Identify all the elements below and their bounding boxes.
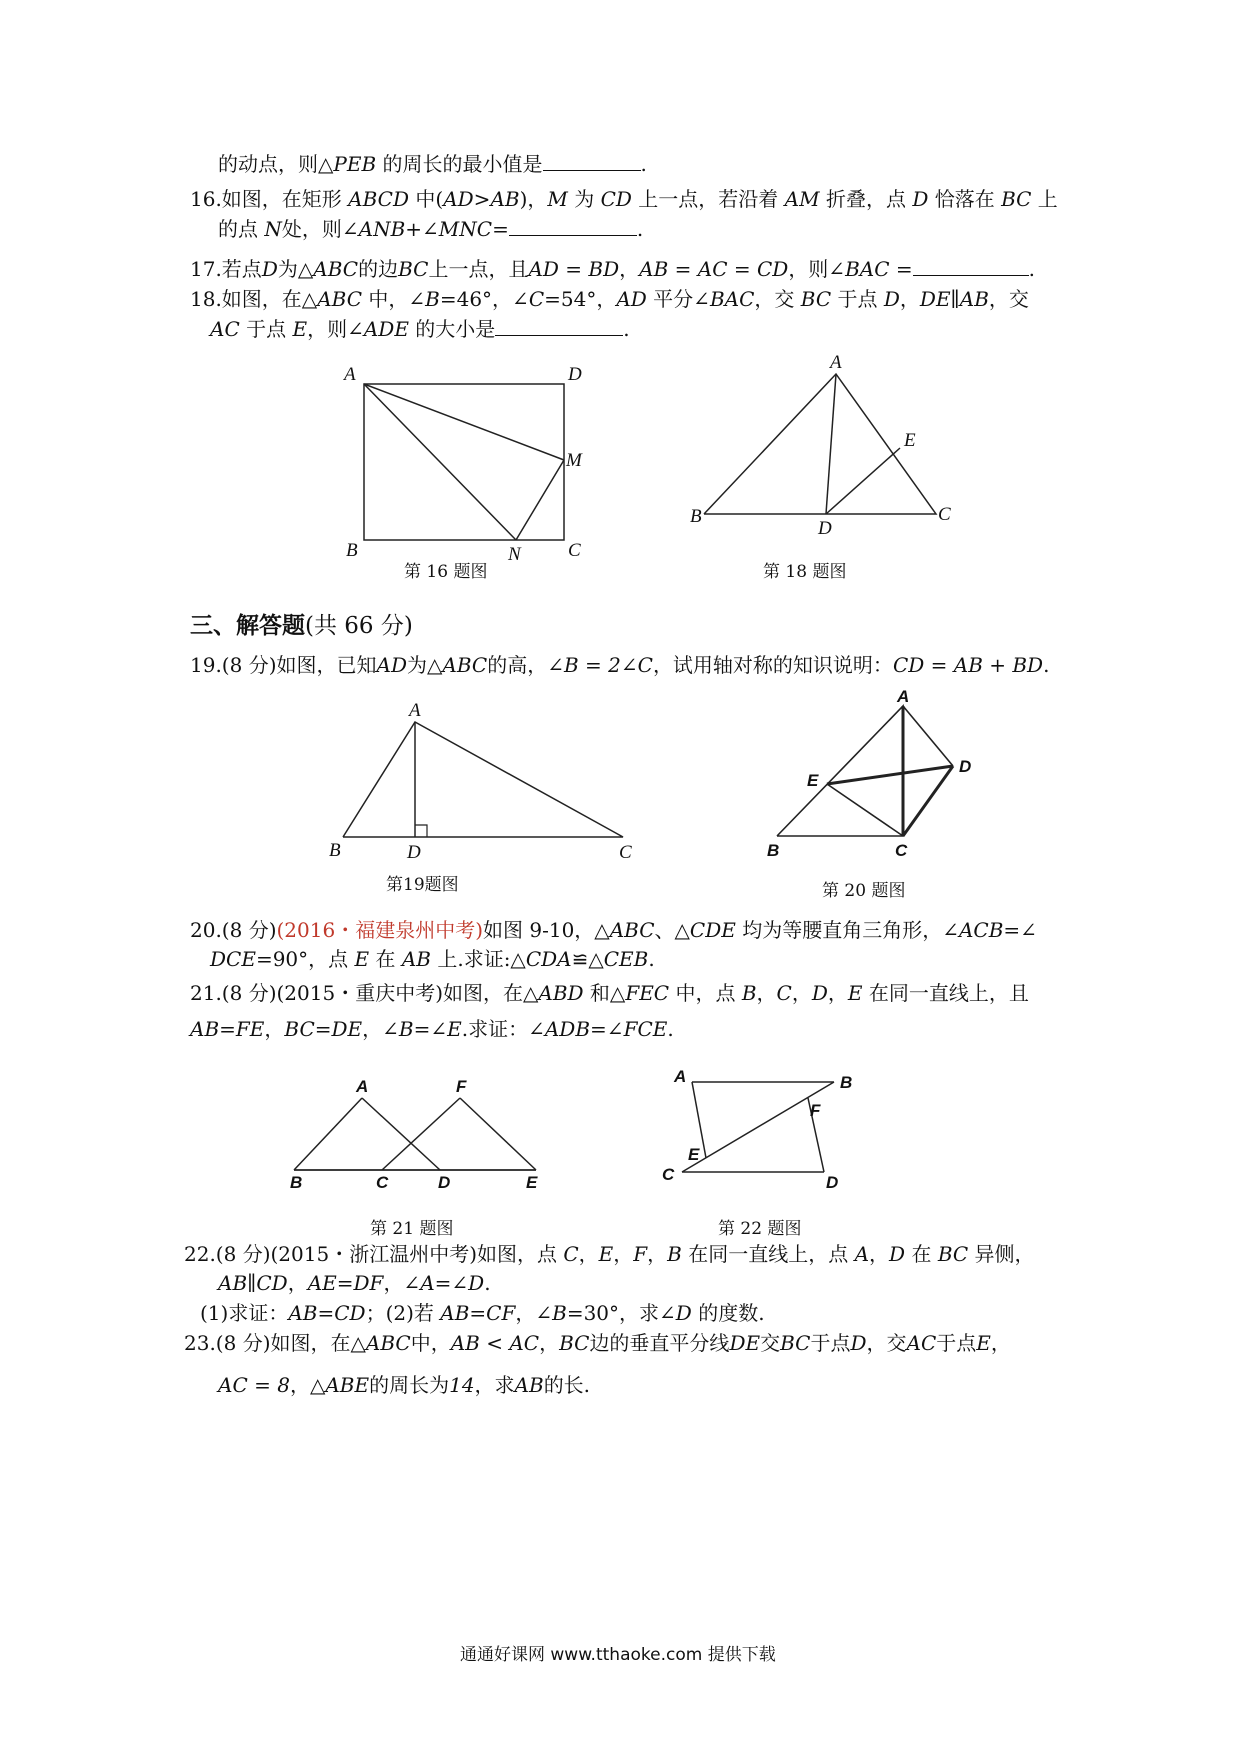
fig20-line-EC bbox=[827, 784, 903, 836]
q22-line2: AB∥CD，AE=DF，∠A=∠D. bbox=[218, 1271, 491, 1295]
q15-line: 的动点，则△PEB 的周长的最小值是 . bbox=[218, 152, 647, 176]
page-footer: 通通好课网 www.tthaoke.com 提供下载 bbox=[460, 1645, 776, 1665]
figure-18 bbox=[690, 352, 960, 539]
answer-blank bbox=[543, 152, 641, 171]
figure-19 bbox=[325, 700, 645, 863]
fig21-label-E: E bbox=[526, 1173, 538, 1192]
fig20-line-AD bbox=[903, 706, 953, 766]
fig16-rectangle bbox=[364, 384, 564, 540]
fig22-label-B: B bbox=[840, 1073, 853, 1092]
q18-line1: 18.如图，在△ABC 中，∠B=46°，∠C=54°，AD 平分∠BAC，交 BC 于点 D，DE∥AB，交 bbox=[190, 287, 1029, 311]
fig16-label-M: M bbox=[566, 450, 582, 471]
fig19-triangle bbox=[343, 722, 623, 837]
fig19-caption: 第19题图 bbox=[386, 875, 459, 895]
fig16-line-AN bbox=[364, 384, 516, 540]
fig16-label-B: B bbox=[346, 540, 358, 561]
fig18-line-DE bbox=[826, 448, 900, 514]
fig20-caption: 第 20 题图 bbox=[822, 881, 906, 901]
fig21-line-FE bbox=[460, 1098, 536, 1170]
fig18-label-E: E bbox=[904, 430, 916, 451]
fig19-label-D: D bbox=[407, 842, 421, 863]
fig19-label-C: C bbox=[619, 842, 632, 863]
q19-line: 19.(8 分)如图，已知AD为△ABC的高，∠B = 2∠C，试用轴对称的知识说明：CD = AB + BD. bbox=[190, 653, 1050, 677]
fig21-label-F: F bbox=[456, 1077, 467, 1096]
answer-blank bbox=[495, 317, 623, 336]
fig21-caption: 第 21 题图 bbox=[370, 1219, 454, 1239]
fig22-label-A: A bbox=[674, 1067, 687, 1086]
q20-line2: DCE=90°，点 E 在 AB 上.求证:△CDA≌△CEB. bbox=[210, 947, 655, 971]
q16-line2: 的点 N处，则∠ANB+∠MNC= . bbox=[218, 217, 644, 241]
fig22-label-E: E bbox=[688, 1145, 700, 1164]
fig20-line-ED bbox=[827, 766, 953, 784]
fig21-label-A: A bbox=[356, 1077, 369, 1096]
fig16-label-N: N bbox=[508, 544, 521, 565]
fig20-line-DC bbox=[903, 766, 953, 836]
q22-line3: (1)求证：AB=CD；(2)若 AB=CF，∠B=30°，求∠D 的度数. bbox=[200, 1301, 765, 1325]
fig18-label-D: D bbox=[818, 518, 832, 539]
q21-line2: AB=FE，BC=DE，∠B=∠E.求证：∠ADB=∠FCE. bbox=[190, 1017, 674, 1041]
q20-source: (2016・福建泉州中考) bbox=[276, 918, 484, 942]
fig18-line-AD bbox=[826, 374, 836, 514]
fig21-line-CF bbox=[382, 1098, 460, 1170]
fig21-label-C: C bbox=[376, 1173, 389, 1192]
fig18-label-A: A bbox=[830, 352, 842, 373]
fig16-line-AM bbox=[364, 384, 564, 460]
section-heading: 三、解答题(共 66 分) bbox=[190, 612, 413, 639]
fig21-label-D: D bbox=[438, 1173, 451, 1192]
fig19-label-A: A bbox=[409, 700, 421, 721]
fig18-triangle bbox=[704, 374, 936, 514]
fig21-line-BA bbox=[294, 1098, 362, 1170]
fig21-label-B: B bbox=[290, 1173, 303, 1192]
fig19-label-B: B bbox=[329, 840, 341, 861]
fig16-caption: 第 16 题图 bbox=[404, 562, 488, 582]
fig20-label-D: D bbox=[959, 757, 972, 776]
q22-line1: 22.(8 分)(2015・浙江温州中考)如图，点 C，E，F，B 在同一直线上，点 A，D 在 BC 异侧， bbox=[184, 1242, 1035, 1266]
fig19-right-angle-mark bbox=[415, 825, 427, 837]
fig22-line-CB bbox=[682, 1082, 834, 1172]
figure-20 bbox=[765, 687, 995, 860]
fig16-label-D: D bbox=[568, 364, 582, 385]
fig22-label-D: D bbox=[826, 1173, 839, 1192]
fig22-caption: 第 22 题图 bbox=[718, 1219, 802, 1239]
fig16-line-NM bbox=[516, 460, 564, 540]
fig20-label-A: A bbox=[897, 687, 910, 706]
fig18-caption: 第 18 题图 bbox=[763, 562, 847, 582]
fig16-label-A: A bbox=[344, 364, 356, 385]
fig20-label-C: C bbox=[895, 841, 908, 860]
figure-21 bbox=[280, 1070, 550, 1190]
fig21-line-AD bbox=[362, 1098, 440, 1170]
q20-line1: 20.(8 分)(2016・福建泉州中考)如图 9-10，△ABC、△CDE 均为等腰直角三角形，∠ACB=∠ bbox=[190, 918, 1037, 942]
q23-line1: 23.(8 分)如图，在△ABC中，AB < AC，BC边的垂直平分线DE交BC于点D，交AC于点E， bbox=[184, 1331, 1011, 1355]
fig20-label-E: E bbox=[807, 771, 819, 790]
q17-line: 17.若点D为△ABC的边BC上一点，且AD = BD，AB = AC = CD，则∠BAC = . bbox=[190, 257, 1036, 281]
q21-line1: 21.(8 分)(2015・重庆中考)如图，在△ABD 和△FEC 中，点 B，C，D，E 在同一直线上，且 bbox=[190, 981, 1029, 1005]
q18-line2: AC 于点 E，则∠ADE 的大小是 . bbox=[210, 317, 630, 341]
figure-22 bbox=[658, 1062, 878, 1192]
fig20-triangle-ABC bbox=[777, 706, 903, 836]
fig22-label-F: F bbox=[810, 1101, 821, 1120]
fig18-label-C: C bbox=[938, 504, 951, 525]
q16-line1: 16.如图，在矩形 ABCD 中(AD>AB)，M 为 CD 上一点，若沿着 AM 折叠，点 D 恰落在 BC 上 bbox=[190, 187, 1058, 211]
fig20-label-B: B bbox=[767, 841, 780, 860]
answer-blank bbox=[913, 257, 1029, 276]
figure-16 bbox=[340, 360, 600, 565]
fig16-label-C: C bbox=[568, 540, 581, 561]
q23-line2: AC = 8，△ABE的周长为14，求AB的长. bbox=[218, 1373, 591, 1397]
fig22-label-C: C bbox=[662, 1165, 675, 1184]
answer-blank bbox=[509, 217, 637, 236]
fig18-label-B: B bbox=[690, 506, 702, 527]
